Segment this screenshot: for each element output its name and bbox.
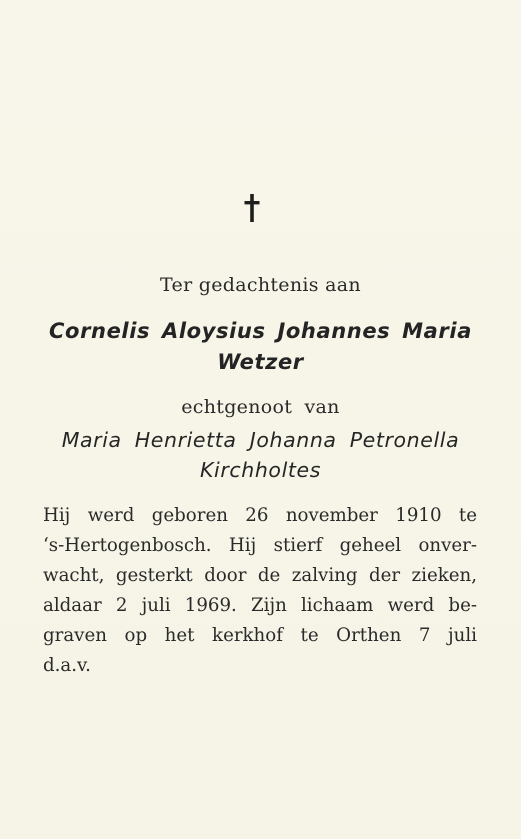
biography-line: aldaar 2 juli 1969. Zijn lichaam werd be- bbox=[43, 595, 477, 616]
biography-line: Hij werd geboren 26 november 1910 te bbox=[43, 505, 477, 526]
biography-line: graven op het kerkhof te Orthen 7 juli bbox=[43, 625, 477, 646]
deceased-name-line-1: Cornelis Aloysius Johannes Maria bbox=[49, 319, 472, 343]
biography-line: ‘s-Hertogenbosch. Hij stierf geheel onver- bbox=[43, 535, 477, 556]
deceased-name bbox=[30, 316, 491, 378]
spouse-name-line-2: Kirchholtes bbox=[200, 458, 321, 482]
spouse-label: echtgenoot van bbox=[181, 396, 340, 418]
biography-line: wacht, gesterkt door de zalving der zieken, bbox=[43, 565, 477, 586]
cross-icon bbox=[242, 193, 262, 223]
biography-line: d.a.v. bbox=[43, 655, 91, 676]
intro-text: Ter gedachtenis aan bbox=[160, 274, 361, 296]
biography-text bbox=[43, 501, 477, 681]
deceased-name-line-2: Wetzer bbox=[217, 350, 304, 374]
spouse-name-line-1: Maria Henrietta Johanna Petronella bbox=[61, 428, 460, 452]
spouse-name bbox=[30, 425, 491, 485]
